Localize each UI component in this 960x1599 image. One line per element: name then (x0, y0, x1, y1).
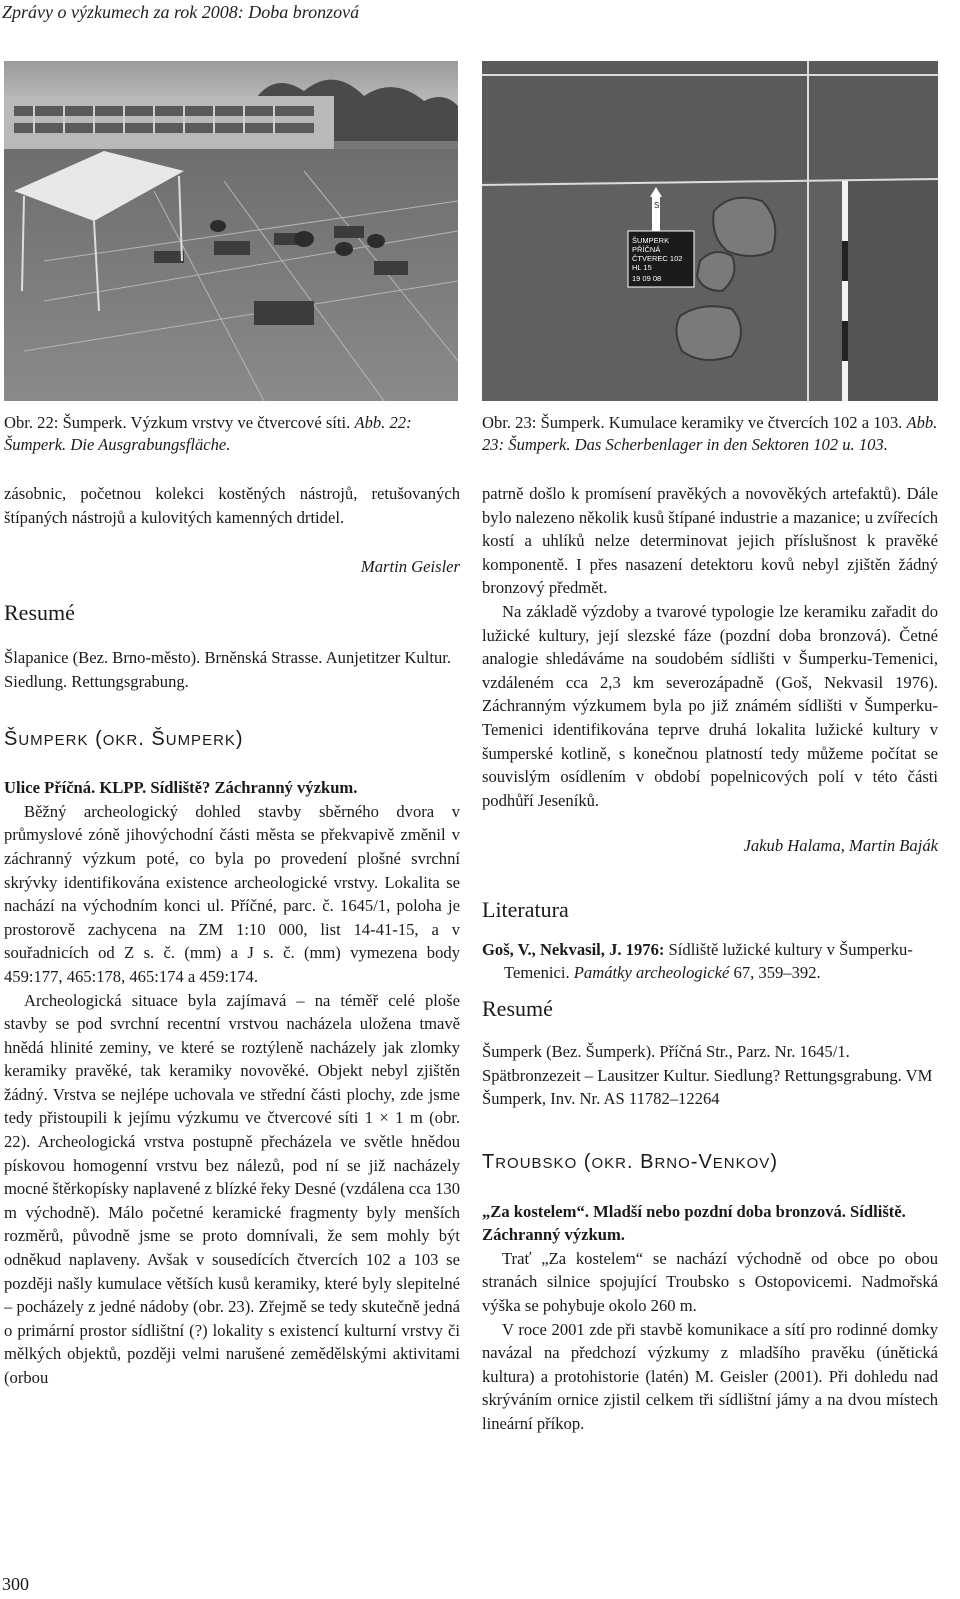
subheading: „Za kostelem“. Mladší nebo pozdní doba bronzová. Sídliště. Záchranný výzkum. (482, 1201, 906, 1245)
site-heading: TROUBSKO (OKR. BRNO-VENKOV) (482, 1151, 778, 1174)
sign-north-label: S (654, 201, 660, 210)
paragraph: Archeologická situace byla zajímavá – na téměř celé ploše stavby se pod svrchní recentní vrstvou nacházela uložena tmavě hnědá hlinité zeminy, ve které se roztýleně nacházely jak zlomky keramiky pravěké, tak keramiky novověké. Objekt nebyl zjištěn žádný. Vrstva se nejlépe uchovala ve střední části plochy, zde jsme tedy přistoupili k jejímu výzkumu ve čtvercové síti 1 × 1 m (obr. 22). Archeologická vrstva postupně přecházela ve světle hnědou pískovou homogenní vrstvu bez nálezů, pod ní se již nacházely mocné štěrkopísky naplavené z blízké řeky Desné (vzdálena cca 130 m východně). Málo početné keramické fragmenty byly menších rozměrů, původně jsme se proto domnívali, že sem mohly být odněkud naplaveny. Avšak v sousedících čtvercích 102 a 103 se později našly kumulace větších kusů keramiky, které byly slepitelné – pocházely z jedné nádoby (obr. 23). Zřejmě se tedy skutečně jedná o primární prostor sídlištní (?) lokality s existencí kulturní vrstvy či mělkých objektů, později velmi narušené zemědělskými aktivitami (orbou (4, 990, 460, 1387)
subheading: Ulice Příčná. KLPP. Sídliště? Záchranný výzkum. (4, 778, 358, 798)
caption-label: Obr. 23: (482, 413, 537, 432)
paragraph: patrně došlo k promísení pravěkých a novověkých artefaktů). Dále bylo nalezeno několik kusů štípané industrie a mazanice; u zvířecích kostí a uhlíků nelze determinovat jejich příslušnost k pravěké komponentě. I přes nasazení detektoru kovů nebyl zjištěn žádný bronzový předmět. (482, 484, 938, 598)
bib-journal: Památky archeologické (573, 963, 730, 983)
paragraph: Trať „Za kostelem“ se nachází východně od obce po obou stranách silnice spojující Troubsko s Ostopovicemi. Nadmořská výška se pohybuje okolo 260 m. (482, 1248, 938, 1316)
caption-abb-label: Abb. 22: (354, 413, 412, 432)
caption-text: Šumperk. Kumulace keramiky ve čtvercích 102 a 103. (540, 413, 903, 432)
caption-label: Obr. 22: (4, 413, 59, 432)
resume-text: Šlapanice (Bez. Brno-město). Brněnská Strasse. Aunjetitzer Kultur. Siedlung. Rettungsgrabung. (4, 648, 452, 691)
bib-title: Sídliště lužické kultury v Šumperku-Temenici. (504, 939, 913, 983)
caption-abb-text: Šumperk. Die Ausgrabungsfläche. (4, 435, 231, 454)
bib-authors: Goš, V., Nekvasil, J. 1976: (482, 939, 665, 959)
sign-line: ŠUMPERK (632, 236, 670, 245)
paragraph: Běžný archeologický dohled stavby sběrného dvora v průmyslové zóně jihovýchodní části města se překvapivě změnil v záchranný výzkum poté, co byla po provedení plošné svrchní skrývky identifikována existence archeologické vrstvy. Lokalita se nachází na východním konci ul. Příčné, parc. č. 1645/1, poloha je prostorově zachycena na ZM 1:10 000, list 14-41-15, a v souřadnicích od Z s. č. (mm) a J s. č. (mm) vymezena body 459:177, 465:178, 465:174 a 459:174. (4, 801, 460, 986)
bib-rest: 67, 359–392. (729, 963, 821, 983)
page-number: 300 (2, 1574, 29, 1594)
excavation-photo (4, 61, 458, 401)
sign-line: PŘÍČNÁ (632, 245, 661, 254)
right-column (482, 412, 938, 1436)
caption-abb-text: Šumperk. Das Scherbenlager in den Sektoren 102 u. 103. (508, 435, 888, 454)
paragraph: Na základě výzdoby a tvarové typologie lze keramiku zařadit do lužické kultury, její slezské fáze (pozdní doba bronzová). Četné analogie shledáváme na soudobém sídlišti v Šumperku-Temenici, vzdáleném cca 2,3 km severozápadně (Goš, Nekvasil 1976). Záchranným výzkumem byla po již známém sídlišti v Šumperku-Temenici identifikována teprve druhá lokalita lužické kultury v šumperské kotlině, s konečnou platností tedy můžeme počítat se souvislým osídlením v období popelnicových polí v této části podhůří Jeseníků. (482, 601, 938, 810)
figure-caption-23 (482, 412, 938, 456)
resume-heading: Resumé (482, 995, 553, 1021)
pottery-photo (482, 61, 938, 401)
caption-text: Šumperk. Výzkum vrstvy ve čtvercové síti. (62, 413, 351, 432)
literatura-heading: Literatura (482, 896, 569, 922)
author-signature: Martin Geisler (360, 557, 460, 577)
sign-line: 19 09 08 (632, 274, 662, 283)
caption-abb-label: Abb. 23: (482, 413, 938, 454)
resume-text: Šumperk (Bez. Šumperk). Příčná Str., Parz. Nr. 1645/1. Spätbronzezeit – Lausitzer Kultur. Siedlung? Rettungsgrabung. VM Šumperk, Inv. Nr. AS 11782–12264 (482, 1042, 933, 1109)
site-heading: ŠUMPERK (OKR. ŠUMPERK) (4, 727, 244, 750)
sign-line: ČTVEREC 102 (632, 254, 683, 263)
paragraph: zásobnic, početnou kolekci kostěných nástrojů, retušovaných štípaných nástrojů a kulovitých kamenných drtidel. (4, 484, 460, 527)
bibliography-entry (482, 938, 938, 985)
left-column (4, 412, 460, 1390)
author-signature: Jakub Halama, Martin Baják (743, 836, 938, 856)
resume-heading: Resumé (4, 599, 75, 625)
running-head: Zprávy o výzkumech za rok 2008: Doba bronzová (2, 2, 360, 22)
sign-line: HL 15 (632, 263, 652, 272)
paragraph: V roce 2001 zde při stavbě komunikace a sítí pro rodinné domky navázal na předchozí výzkumy z mladšího pravěku (únětická kultura) a protohistorie (latén) M. Geisler (2001). Při dohledu nad skrýváním ornice zjistil celkem tři sídlištní jámy a na dvou místech lineární příkop. (482, 1319, 938, 1433)
figure-caption-22 (4, 412, 460, 456)
